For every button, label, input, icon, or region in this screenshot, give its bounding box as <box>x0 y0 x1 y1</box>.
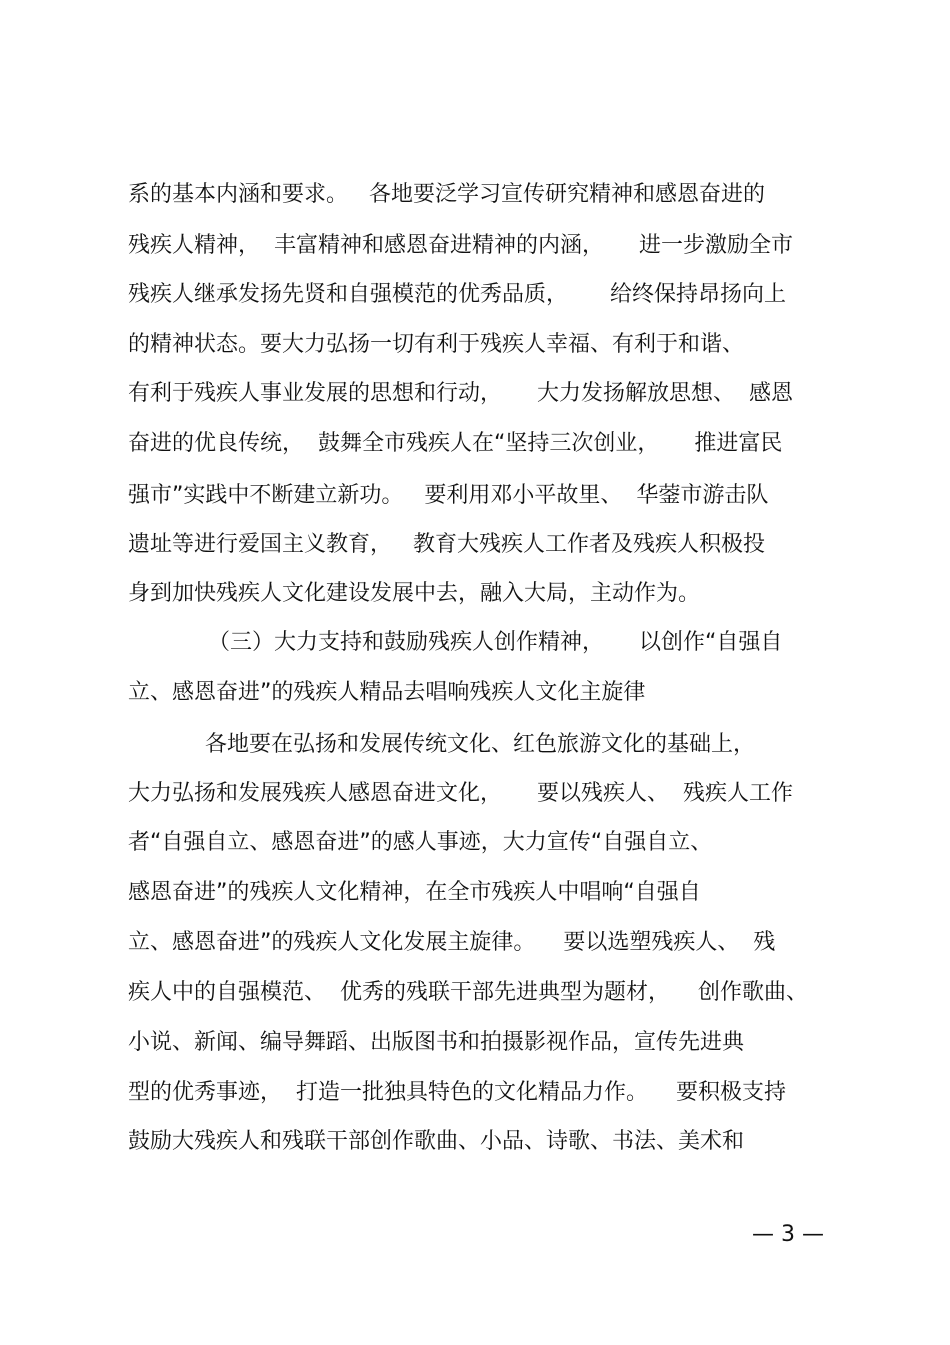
text-line-5: 有利于残疾人事业发展的思想和行动， 大力发扬解放思想、 感恩 <box>128 381 793 406</box>
text-line-18: 小说、新闻、编导舞蹈、出版图书和拍摄影视作品，宣传先进典 <box>128 1030 745 1055</box>
text-line-4: 的精神状态。要大力弘扬一切有利于残疾人幸福、有利于和谐、 <box>128 332 745 357</box>
text-line-8: 遗址等进行爱国主义教育， 教育大残疾人工作者及残疾人积极投 <box>128 532 765 557</box>
text-line-12: 各地要在弘扬和发展传统文化、红色旅游文化的基础上， <box>205 732 756 757</box>
text-line-19: 型的优秀事迹， 打造一批独具特色的文化精品力作。 要积极支持 <box>128 1080 786 1105</box>
section-heading-line-2: 立、感恩奋进”的残疾人精品去唱响残疾人文化主旋律 <box>128 680 646 705</box>
text-line-7: 强市”实践中不断建立新功。 要利用邓小平故里、 华蓥市游击队 <box>128 483 769 508</box>
text-line-1: 系的基本内涵和要求。 各地要泛学习宣传研究精神和感恩奋进的 <box>128 182 765 207</box>
page-number: — 3 — <box>752 1222 824 1247</box>
text-line-20: 鼓励大残疾人和残联干部创作歌曲、小品、诗歌、书法、美术和 <box>128 1129 745 1154</box>
text-line-17: 疾人中的自强模范、 优秀的残联干部先进典型为题材， 创作歌曲、 <box>128 980 808 1005</box>
text-line-15: 感恩奋进”的残疾人文化精神，在全市残疾人中唱响“自强自 <box>128 880 701 905</box>
text-line-3: 残疾人继承发扬先贤和自强模范的优秀品质， 给终保持昂扬向上 <box>128 282 786 307</box>
text-line-13: 大力弘扬和发展残疾人感恩奋进文化， 要以残疾人、 残疾人工作 <box>128 781 793 806</box>
text-line-2: 残疾人精神， 丰富精神和感恩奋进精神的内涵， 进一步激励全市 <box>128 233 793 258</box>
text-line-16: 立、感恩奋进”的残疾人文化发展主旋律。 要以选塑残疾人、 残 <box>128 930 776 955</box>
section-heading-line-1: （三）大力支持和鼓励残疾人创作精神， 以创作“自强自 <box>208 630 783 655</box>
text-line-6: 奋进的优良传统， 鼓舞全市残疾人在“坚持三次创业， 推进富民 <box>128 431 783 456</box>
text-line-9: 身到加快残疾人文化建设发展中去，融入大局，主动作为。 <box>128 581 701 606</box>
text-line-14: 者“自强自立、感恩奋进”的感人事迹，大力宣传“自强自立、 <box>128 830 713 855</box>
